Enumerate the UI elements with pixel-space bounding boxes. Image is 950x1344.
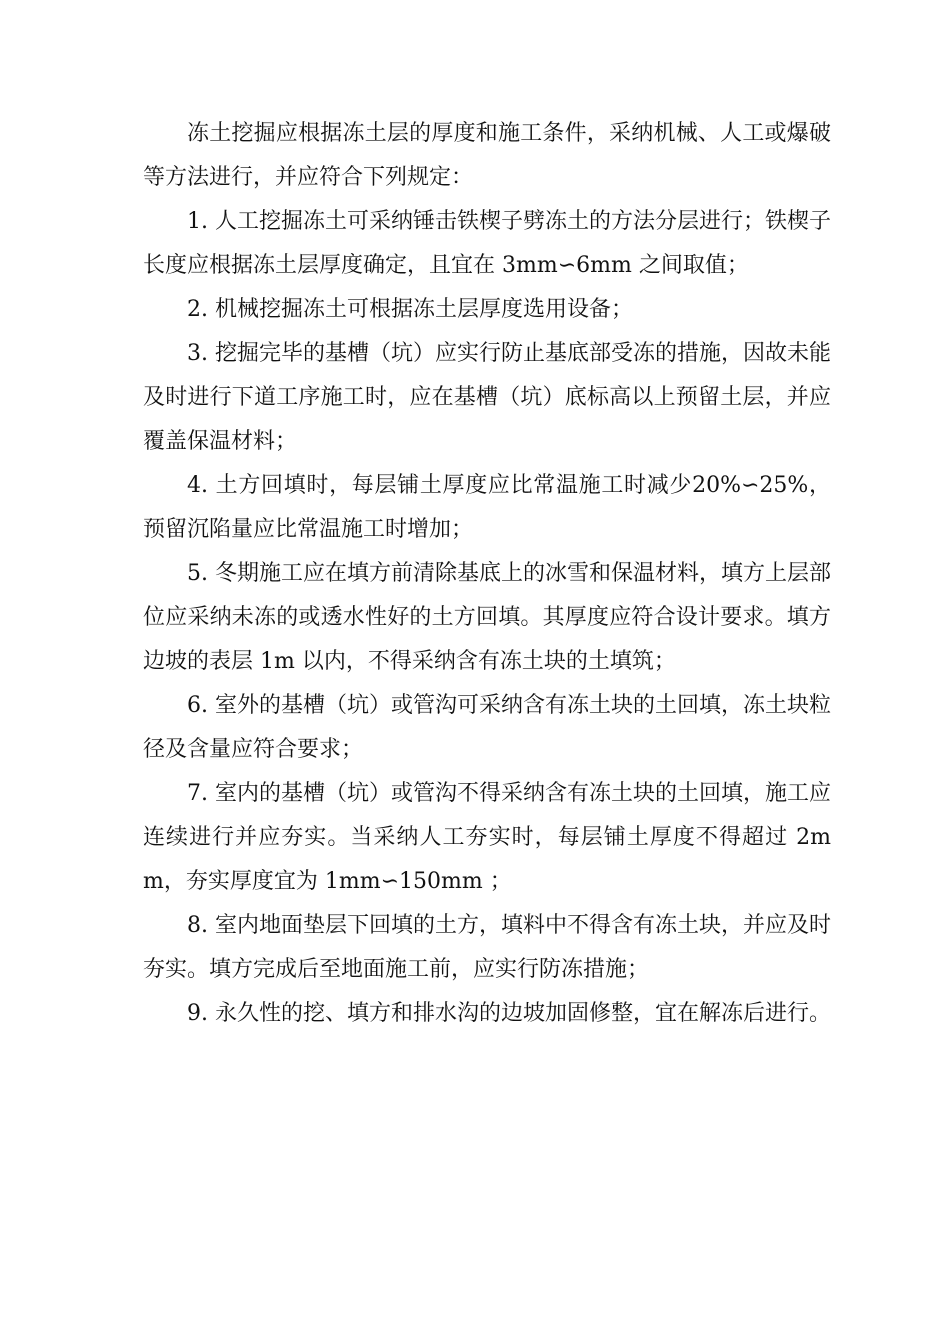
- rule-6-paragraph: 6. 室外的基槽（坑）或管沟可采纳含有冻土块的土回填，冻土块粒径及含量应符合要求；: [143, 693, 831, 762]
- intro-paragraph: 冻土挖掘应根据冻土层的厚度和施工条件，采纳机械、人工或爆破等方法进行，并应符合下列规定：: [143, 121, 831, 190]
- rule-3-paragraph: 3. 挖掘完毕的基槽（坑）应实行防止基底部受冻的措施，因故未能及时进行下道工序施工时，应在基槽（坑）底标高以上预留土层，并应覆盖保温材料；: [143, 341, 831, 454]
- rule-2-paragraph: 2. 机械挖掘冻土可根据冻土层厚度选用设备；: [187, 297, 633, 322]
- rule-9-paragraph: 9. 永久性的挖、填方和排水沟的边坡加固修整，宜在解冻后进行。: [187, 1001, 831, 1026]
- rule-1-paragraph: 1. 人工挖掘冻土可采纳锤击铁楔子劈冻土的方法分层进行；铁楔子长度应根据冻土层厚度确定，且宜在 3mm∽6mm 之间取值；: [143, 209, 831, 278]
- rule-4-paragraph: 4. 土方回填时，每层铺土厚度应比常温施工时减少20%∽25%，预留沉陷量应比常温施工时增加；: [143, 473, 831, 542]
- document-page: [143, 112, 831, 1036]
- rule-8-paragraph: 8. 室内地面垫层下回填的土方，填料中不得含有冻土块，并应及时夯实。填方完成后至地面施工前，应实行防冻措施；: [143, 913, 831, 982]
- rule-5-paragraph: 5. 冬期施工应在填方前清除基底上的冰雪和保温材料，填方上层部位应采纳未冻的或透水性好的土方回填。其厚度应符合设计要求。填方边坡的表层 1m 以内，不得采纳含有冻土块的土填筑；: [143, 561, 831, 674]
- rule-7-paragraph: 7. 室内的基槽（坑）或管沟不得采纳含有冻土块的土回填，施工应连续进行并应夯实。当采纳人工夯实时，每层铺土厚度不得超过 2mm，夯实厚度宜为 1mm∽150mm ；: [143, 781, 831, 894]
